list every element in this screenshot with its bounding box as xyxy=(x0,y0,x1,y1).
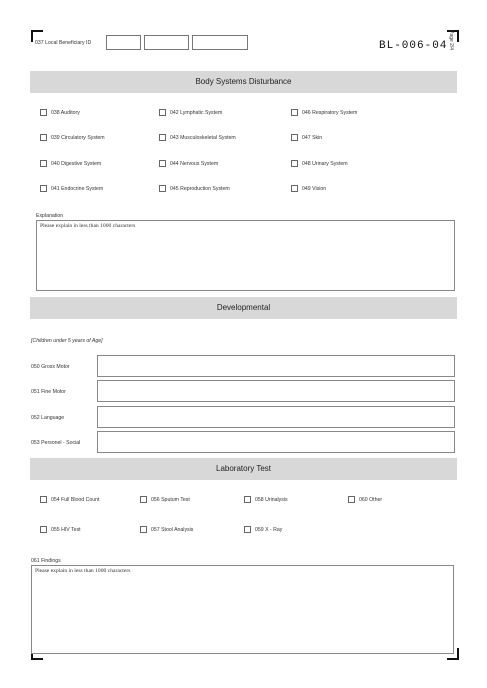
checkbox-box[interactable] xyxy=(40,185,47,192)
personal-social-field[interactable] xyxy=(97,431,455,453)
checkbox-label: 044 Nervous System xyxy=(170,160,219,167)
checkbox-box[interactable] xyxy=(291,134,298,141)
checkbox-box[interactable] xyxy=(244,496,251,503)
checkbox-label: 059 X - Ray xyxy=(255,526,283,533)
checkbox-label: 055 HIV Test xyxy=(51,526,81,533)
checkbox-label: 048 Urinary System xyxy=(302,160,348,167)
page-number: Page 2/4 xyxy=(448,30,454,51)
explanation-label: Explanation xyxy=(36,213,64,219)
checkbox-box[interactable] xyxy=(40,109,47,116)
developmental-note: [Children under 5 years of Age] xyxy=(31,338,103,344)
checkbox-digestive[interactable] xyxy=(40,160,101,167)
checkbox-box[interactable] xyxy=(40,134,47,141)
checkbox-label: 040 Digestive System xyxy=(51,160,102,167)
checkbox-musculoskeletal[interactable] xyxy=(159,134,236,141)
checkbox-x-ray[interactable] xyxy=(244,526,282,533)
checkbox-box[interactable] xyxy=(348,496,355,503)
checkbox-label: 054 Full Blood Count xyxy=(51,496,100,503)
checkbox-box[interactable] xyxy=(159,160,166,167)
local-id-field-2[interactable] xyxy=(144,35,189,50)
checkbox-box[interactable] xyxy=(140,496,147,503)
checkbox-sputum-test[interactable] xyxy=(140,496,190,503)
section-header-laboratory xyxy=(30,458,457,480)
checkbox-box[interactable] xyxy=(40,160,47,167)
checkbox-label: 058 Urinalysis xyxy=(255,496,288,503)
checkbox-box[interactable] xyxy=(40,526,47,533)
section-title: Developmental xyxy=(216,303,271,312)
language-label: 052 Language xyxy=(31,415,65,421)
checkbox-label: 056 Sputum Test xyxy=(151,496,190,503)
checkbox-label: 041 Endocrine System xyxy=(51,185,104,192)
gross-motor-label: 050 Gross Motor xyxy=(31,364,70,370)
checkbox-nervous[interactable] xyxy=(159,160,218,167)
checkbox-label: 057 Stool Analysis xyxy=(151,526,194,533)
explanation-textarea[interactable] xyxy=(36,220,455,291)
checkbox-label: 038 Auditory xyxy=(51,109,80,116)
checkbox-box[interactable] xyxy=(40,496,47,503)
checkbox-box[interactable] xyxy=(291,109,298,116)
local-id-field-3[interactable] xyxy=(192,35,248,50)
checkbox-stool-analysis[interactable] xyxy=(140,526,193,533)
fine-motor-field[interactable] xyxy=(97,380,455,402)
section-header-body-systems xyxy=(30,71,457,93)
checkbox-label: 049 Vision xyxy=(302,185,327,192)
checkbox-label: 039 Circulatory System xyxy=(51,134,105,141)
checkbox-skin[interactable] xyxy=(291,134,322,141)
section-title: Laboratory Test xyxy=(216,464,271,473)
gross-motor-field[interactable] xyxy=(97,355,455,377)
checkbox-label: 045 Reproduction System xyxy=(170,185,230,192)
checkbox-label: 060 Other xyxy=(359,496,383,503)
checkbox-box[interactable] xyxy=(291,160,298,167)
checkbox-box[interactable] xyxy=(159,109,166,116)
checkbox-respiratory[interactable] xyxy=(291,109,357,116)
checkbox-hiv-test[interactable] xyxy=(40,526,81,533)
section-header-developmental xyxy=(30,297,457,319)
section-title: Body Systems Disturbance xyxy=(195,77,292,86)
checkbox-reproduction[interactable] xyxy=(159,185,230,192)
local-beneficiary-id-label: 037 Local Beneficiary ID xyxy=(35,40,92,46)
checkbox-label: 043 Musculoskeletal System xyxy=(170,134,236,141)
checkbox-label: 047 Skin xyxy=(302,134,323,141)
findings-label: 061 Findings xyxy=(31,558,61,564)
checkbox-box[interactable] xyxy=(140,526,147,533)
checkbox-vision[interactable] xyxy=(291,185,326,192)
fine-motor-label: 051 Fine Motor xyxy=(31,389,66,395)
checkbox-label: 042 Lymphatic System xyxy=(170,109,223,116)
checkbox-label: 046 Respiratory System xyxy=(302,109,358,116)
checkbox-box[interactable] xyxy=(291,185,298,192)
checkbox-auditory[interactable] xyxy=(40,109,80,116)
findings-textarea[interactable] xyxy=(31,565,454,654)
findings-placeholder: Please explain in less than 1000 characters xyxy=(35,568,131,574)
personal-social-label: 053 Personel - Social xyxy=(31,440,81,446)
form-code: BL-006-04 xyxy=(379,40,448,52)
checkbox-box[interactable] xyxy=(244,526,251,533)
checkbox-box[interactable] xyxy=(159,134,166,141)
checkbox-urinalysis[interactable] xyxy=(244,496,288,503)
checkbox-urinary[interactable] xyxy=(291,160,348,167)
checkbox-lymphatic[interactable] xyxy=(159,109,222,116)
checkbox-full-blood-count[interactable] xyxy=(40,496,99,503)
checkbox-circulatory[interactable] xyxy=(40,134,105,141)
local-id-field-1[interactable] xyxy=(106,35,141,50)
language-field[interactable] xyxy=(97,406,455,428)
explanation-placeholder: Please explain in less than 1000 characters xyxy=(40,223,136,229)
checkbox-box[interactable] xyxy=(159,185,166,192)
checkbox-other[interactable] xyxy=(348,496,382,503)
checkbox-endocrine[interactable] xyxy=(40,185,103,192)
